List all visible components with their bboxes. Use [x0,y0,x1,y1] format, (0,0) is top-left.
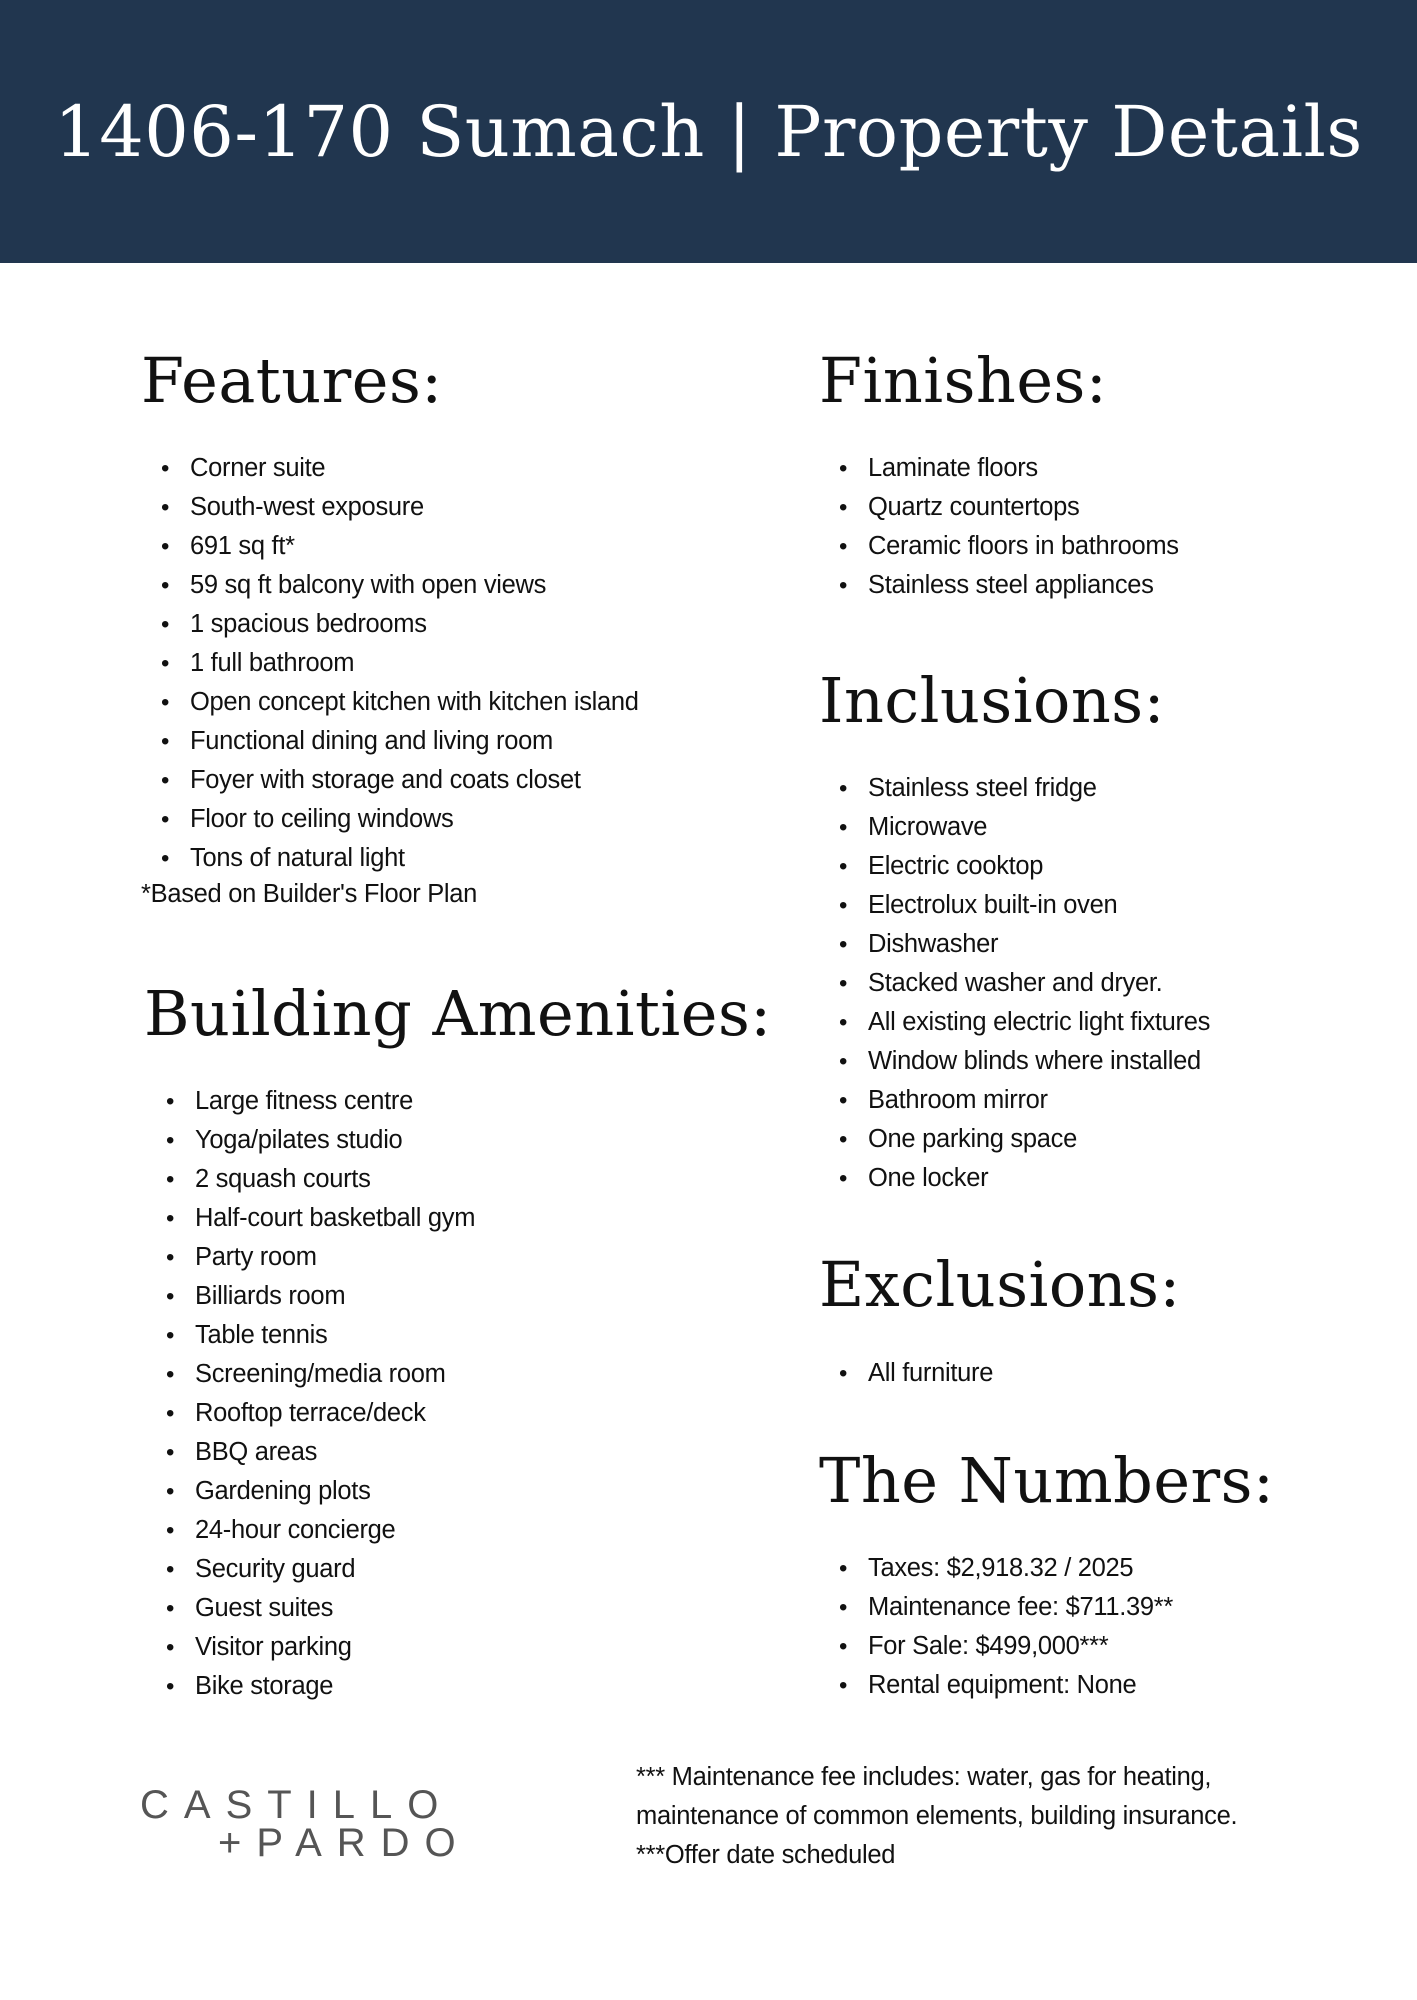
finishes-item: • Quartz countertops [839,488,1179,527]
features-item: • South-west exposure [161,488,639,527]
inclusions-item: • One parking space [839,1120,1210,1159]
inclusions-item: • Microwave [839,808,1210,847]
finishes-item: • Laminate floors [839,449,1179,488]
inclusions-item: • All existing electric light fixtures [839,1003,1210,1042]
header-banner [0,0,1417,263]
features-item: • 59 sq ft balcony with open views [161,566,639,605]
numbers-heading: The Numbers: [819,1444,1275,1517]
amenities-heading: Building Amenities: [144,977,772,1050]
inclusions-item: • Stainless steel fridge [839,769,1210,808]
brand-logo [140,1783,471,1865]
inclusions-item: • Electric cooktop [839,847,1210,886]
numbers-list [839,1549,1173,1705]
exclusions-item: • All furniture [839,1354,993,1393]
numbers-item: • Maintenance fee: $711.39** [839,1588,1173,1627]
finishes-heading: Finishes: [819,344,1108,417]
finishes-item: • Ceramic floors in bathrooms [839,527,1179,566]
features-item: • Floor to ceiling windows [161,800,639,839]
numbers-item: • For Sale: $499,000*** [839,1627,1173,1666]
amenities-list [166,1082,475,1706]
amenities-item: • Large fitness centre [166,1082,475,1121]
footnote-line: ***Offer date scheduled [636,1841,896,1869]
features-heading: Features: [141,344,443,417]
inclusions-item: • Stacked washer and dryer. [839,964,1210,1003]
features-item: • 1 full bathroom [161,644,639,683]
finishes-item: • Stainless steel appliances [839,566,1179,605]
amenities-item: • Security guard [166,1550,475,1589]
logo-line-1: CASTILLO [140,1783,454,1827]
numbers-item: • Taxes: $2,918.32 / 2025 [839,1549,1173,1588]
features-item: • Corner suite [161,449,639,488]
amenities-item: • BBQ areas [166,1433,475,1472]
inclusions-item: • Window blinds where installed [839,1042,1210,1081]
inclusions-item: • Electrolux built-in oven [839,886,1210,925]
footnote-line: *** Maintenance fee includes: water, gas for heating, [636,1763,1212,1791]
amenities-item: • Guest suites [166,1589,475,1628]
logo-line-2: +PARDO [218,1821,471,1865]
numbers-item: • Rental equipment: None [839,1666,1173,1705]
inclusions-item: • Bathroom mirror [839,1081,1210,1120]
amenities-item: • Bike storage [166,1667,475,1706]
amenities-item: • Screening/media room [166,1355,475,1394]
amenities-item: • Billiards room [166,1277,475,1316]
amenities-item: • Party room [166,1238,475,1277]
footnotes [636,1758,1237,1875]
page-title: 1406-170 Sumach | Property Details [54,90,1363,173]
features-item: • Foyer with storage and coats closet [161,761,639,800]
features-item: • 1 spacious bedrooms [161,605,639,644]
inclusions-list [839,769,1210,1198]
amenities-item: • Rooftop terrace/deck [166,1394,475,1433]
amenities-item: • 2 squash courts [166,1160,475,1199]
amenities-item: • Table tennis [166,1316,475,1355]
amenities-item: • Gardening plots [166,1472,475,1511]
inclusions-item: • One locker [839,1159,1210,1198]
inclusions-heading: Inclusions: [819,664,1166,737]
features-item: • Tons of natural light [161,839,639,878]
amenities-item: • Yoga/pilates studio [166,1121,475,1160]
features-item: • 691 sq ft* [161,527,639,566]
amenities-item: • 24-hour concierge [166,1511,475,1550]
amenities-item: • Half-court basketball gym [166,1199,475,1238]
features-footnote: *Based on Builder's Floor Plan [141,880,478,908]
features-item: • Functional dining and living room [161,722,639,761]
inclusions-item: • Dishwasher [839,925,1210,964]
features-item: • Open concept kitchen with kitchen island [161,683,639,722]
footnote-line: maintenance of common elements, building insurance. [636,1802,1238,1830]
exclusions-list [839,1354,993,1393]
exclusions-heading: Exclusions: [819,1248,1181,1321]
finishes-list [839,449,1179,605]
features-list [161,449,639,878]
amenities-item: • Visitor parking [166,1628,475,1667]
